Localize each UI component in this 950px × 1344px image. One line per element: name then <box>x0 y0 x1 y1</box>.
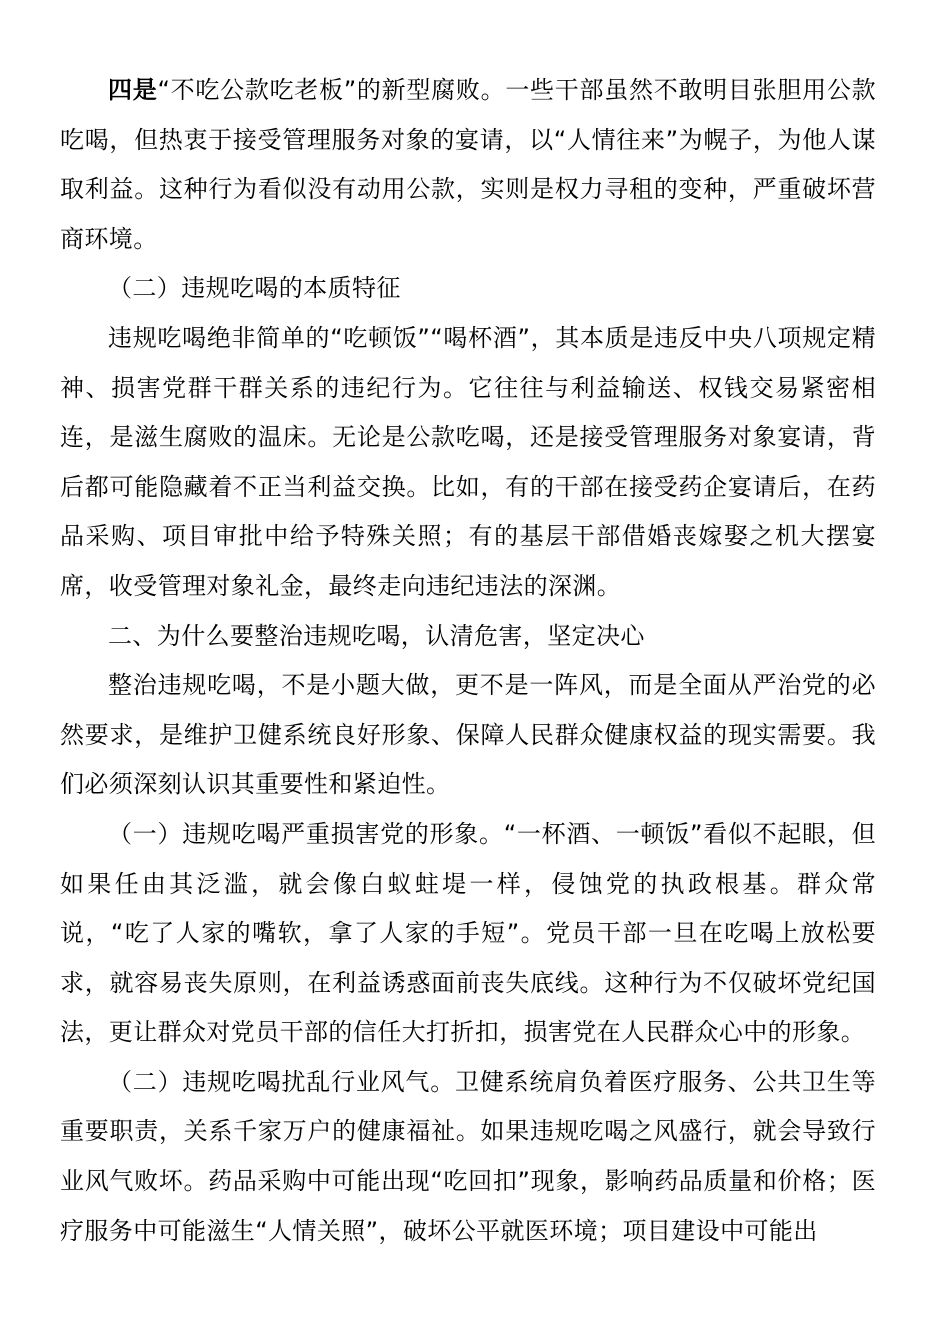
paragraph-harm-party-image: （一）违规吃喝严重损害党的形象。“一杯酒、一顿饭”看似不起眼，但如果任由其泛滥，就会像白蚁蛀堤一样，侵蚀党的执政根基。群众常说，“吃了人家的嘴软，拿了人家的手短”。党员干部一旦在吃喝上放松要求，就容易丧失原则，在利益诱惑面前丧失底线。这种行为不仅破坏党纪国法，更让群众对党员干部的信任大打折扣，损害党在人民群众心中的形象。 <box>60 819 876 1047</box>
paragraph-lead-bold: 四是 <box>108 76 158 104</box>
heading-section-two: 二、为什么要整治违规吃喝，认清危害，坚定决心 <box>108 621 645 650</box>
document-body <box>60 66 876 1256</box>
paragraph-why-rectify: 整治违规吃喝，不是小题大做，更不是一阵风，而是全面从严治党的必然要求，是维护卫健系统良好形象、保障人民群众健康权益的现实需要。我们必须深刻认识其重要性和紧迫性。 <box>60 671 876 799</box>
heading-essential-features: （二）违规吃喝的本质特征 <box>108 274 401 303</box>
paragraph-essential-features: 违规吃喝绝非简单的“吃顿饭”“喝杯酒”，其本质是违反中央八项规定精神、损害党群干群关系的违纪行为。它往往与利益输送、权钱交易紧密相连，是滋生腐败的温床。无论是公款吃喝，还是接受管理服务对象宴请，背后都可能隐藏着不正当利益交换。比如，有的干部在接受药企宴请后，在药品采购、项目审批中给予特殊关照；有的基层干部借婚丧嫁娶之机大摆宴席，收受管理对象礼金，最终走向违纪违法的深渊。 <box>60 323 876 600</box>
paragraph-fourth-type-corruption <box>60 66 876 264</box>
paragraph-text: “不吃公款吃老板”的新型腐败。一些干部虽然不敢明目张胆用公款吃喝，但热衷于接受管理服务对象的宴请，以“人情往来”为幌子，为他人谋取利益。这种行为看似没有动用公款，实则是权力寻租的变种，严重破坏营商环境。 <box>60 76 876 253</box>
paragraph-disrupt-industry: （二）违规吃喝扰乱行业风气。卫健系统肩负着医疗服务、公共卫生等重要职责，关系千家万户的健康福祉。如果违规吃喝之风盛行，就会导致行业风气败坏。药品采购中可能出现“吃回扣”现象，影响药品质量和价格；医疗服务中可能滋生“人情关照”，破坏公平就医环境；项目建设中可能出 <box>60 1067 876 1245</box>
